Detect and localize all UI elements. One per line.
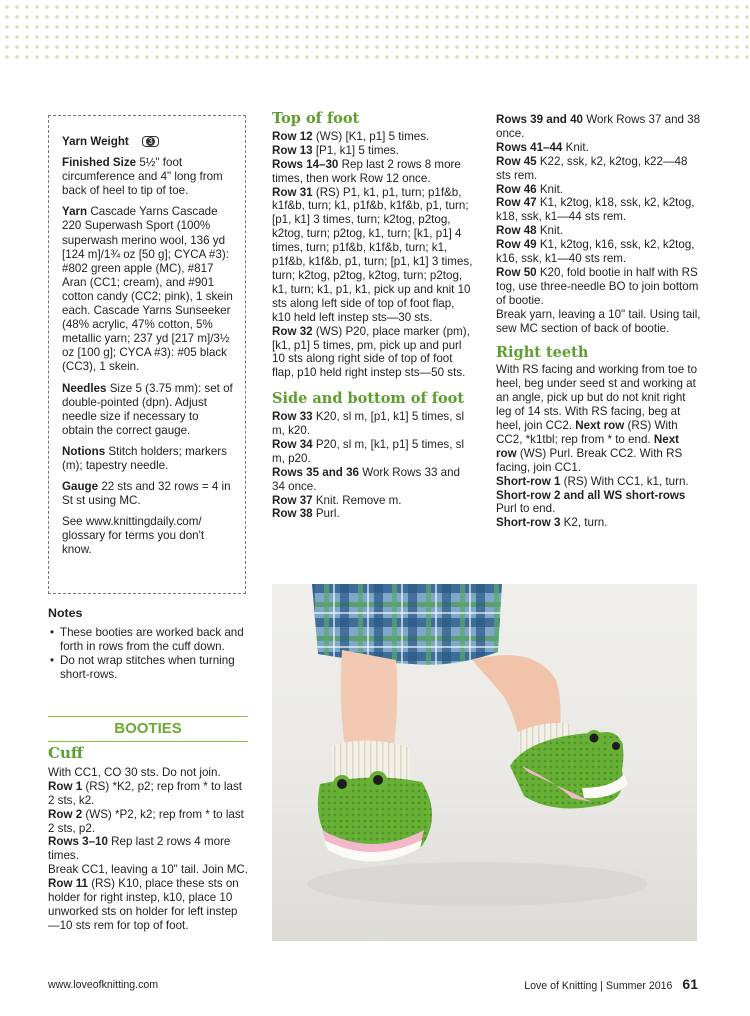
top-of-foot-title: Top of foot [272, 110, 360, 127]
materials-box [48, 115, 246, 594]
notions-info: Notions Stitch holders; markers (m); tapestry needle. [62, 444, 227, 472]
yarn-weight: Yarn Weight 3 [62, 135, 233, 149]
top-of-foot-section: Top of foot Row 12 (WS) [K1, p1] 5 times. Row 13 [P1, k1] 5 times. Rows 14–30 Rep last 2 rows 8 more times, then work Row 12 once. Row 31 (RS) P1, k1, p1, turn; p1f&b, k1f&b, turn; k1, p1f&b, k1f&b, p1, turn; [p1, k1] 3 times, turn; k2tog, p2tog, k2tog, turn; p2tog, k1, turn; [k1, p1] 4 times, turn; p1f&b, k1f&b, turn; k1, p1f&b, k1f&b, p1, turn; [p1, k1] 3 times, turn; k2tog, p2tog, k2tog, turn; p2tog, k1, turn; k1, p1, k1, pick up and knit 10 sts along left side of top of foot flap, k10 held left instep sts—30 sts. Row 32 (WS) P20, place marker (pm), [k1, p1] 5 times, pm, pick up and purl 10 sts along right side of top of foot flap, p10 held right instep sts—50 sts. Side and bottom of foot Row 33 K20, sl m, [p1, k1] 5 times, sl m, k20. Row 34 P20, sl m, [k1, p1] 5 times, sl m, p20. Rows 35 and 36 Work Rows 33 and 34 once. Row 37 Knit. Remove m. Row 38 Purl. [272, 112, 476, 521]
dotted-header-pattern [0, 0, 750, 62]
issue-name: Summer 2016 [605, 980, 673, 992]
notes-title: Notes [48, 606, 83, 620]
gauge-info: Gauge 22 sts and 32 rows = 4 in St st using MC. [62, 480, 231, 508]
magazine-name: Love of Knitting [524, 980, 598, 992]
right-column: Rows 39 and 40 Work Rows 37 and 38 once. Rows 41–44 Knit. Row 45 K22, ssk, k2, k2tog, k22—48 sts rem. Row 46 Knit. Row 47 K1, k2tog, k18, ssk, k2, k2tog, k18, ssk, k1—44 sts rem. Row 48 Knit. Row 49 K1, k2tog, k16, ssk, k2, k2tog, k16, ssk, k1—40 sts rem. Row 50 K20, fold bootie in half with RS tog, use three-needle BO to join bottom of bootie. Break yarn, leaving a 10" tail. Using tail, sew MC section of back of bootie. Right teeth With RS facing and working from toe to heel, beg under seed st and working at an angle, pick up but do not knit right leg of 14 sts. With RS facing, beg at heel, join CC2. Next row (RS) With CC2, *k1tbl; rep from * to end. Next row (WS) Purl. Break CC2. With RS facing, join CC1. Short-row 1 (RS) With CC1, k1, turn. Short-row 2 and all WS short-rows Purl to end. Short-row 3 K2, turn. [496, 113, 701, 530]
side-bottom-title: Side and bottom of foot [272, 390, 465, 408]
notes-list [48, 626, 248, 682]
needles-info: Needles Size 5 (3.75 mm): set of double-pointed (dpn). Adjust needle size if necessary to obtain the correct gauge. [62, 381, 233, 437]
frog-booties-photo [272, 584, 697, 941]
page-number: 61 [682, 976, 698, 992]
list-item: • These booties are worked back and forth in rows from the cuff down. [48, 626, 248, 654]
footer-credit: Love of Knitting | Summer 2016 61 [524, 976, 698, 992]
cuff-title: Cuff [48, 744, 84, 762]
photo-illustration [272, 584, 697, 941]
yarn-weight-badge-icon: 3 [142, 136, 159, 147]
notes-section [48, 606, 248, 682]
right-teeth-title: Right teeth [496, 343, 589, 361]
finished-size: Finished Size 5½" foot circumference and 4" long from back of heel to tip of toe. [62, 156, 223, 198]
list-item: • Do not wrap stitches when turning short-rows. [48, 654, 248, 682]
yarn-info: Yarn Cascade Yarns Cascade 220 Superwash Sport (100% superwash merino wool, 136 yd [124 m]/1¾ oz [50 g]; CYCA #3): #802 green apple (MC), #817 Aran (CC1; cream), and #901 cotton candy (CC2; pink), 1 skein each. Cascade Yarns Sunseeker (48% acrylic, 47% cotton, 5% metallic yarn; 237 yd [217 m]/3½ oz [100 g]; CYCA #3): #05 black (CC3), 1 skein. [62, 205, 233, 374]
footer-url: www.loveofknitting.com [48, 979, 159, 991]
booties-banner: BOOTIES [48, 716, 248, 742]
cuff-section: Cuff With CC1, CO 30 sts. Do not join. Row 1 (RS) *K2, p2; rep from * to last 2 sts, k2. Row 2 (WS) *P2, k2; rep from * to last 2 sts, p2. Rows 3–10 Rep last 2 rows 4 more times. Break CC1, leaving a 10" tail. Join MC. Row 11 (RS) K10, place these sts on holder for right instep, k10, place 10 unworked sts on holder for left instep—10 sts rem for top of foot. [48, 744, 249, 932]
right-frog-bootie [510, 723, 628, 808]
glossary-note: See www.knittingdaily.com/ glossary for terms you don't know. [62, 515, 205, 557]
shorts [312, 584, 502, 665]
left-frog-bootie [318, 740, 432, 861]
